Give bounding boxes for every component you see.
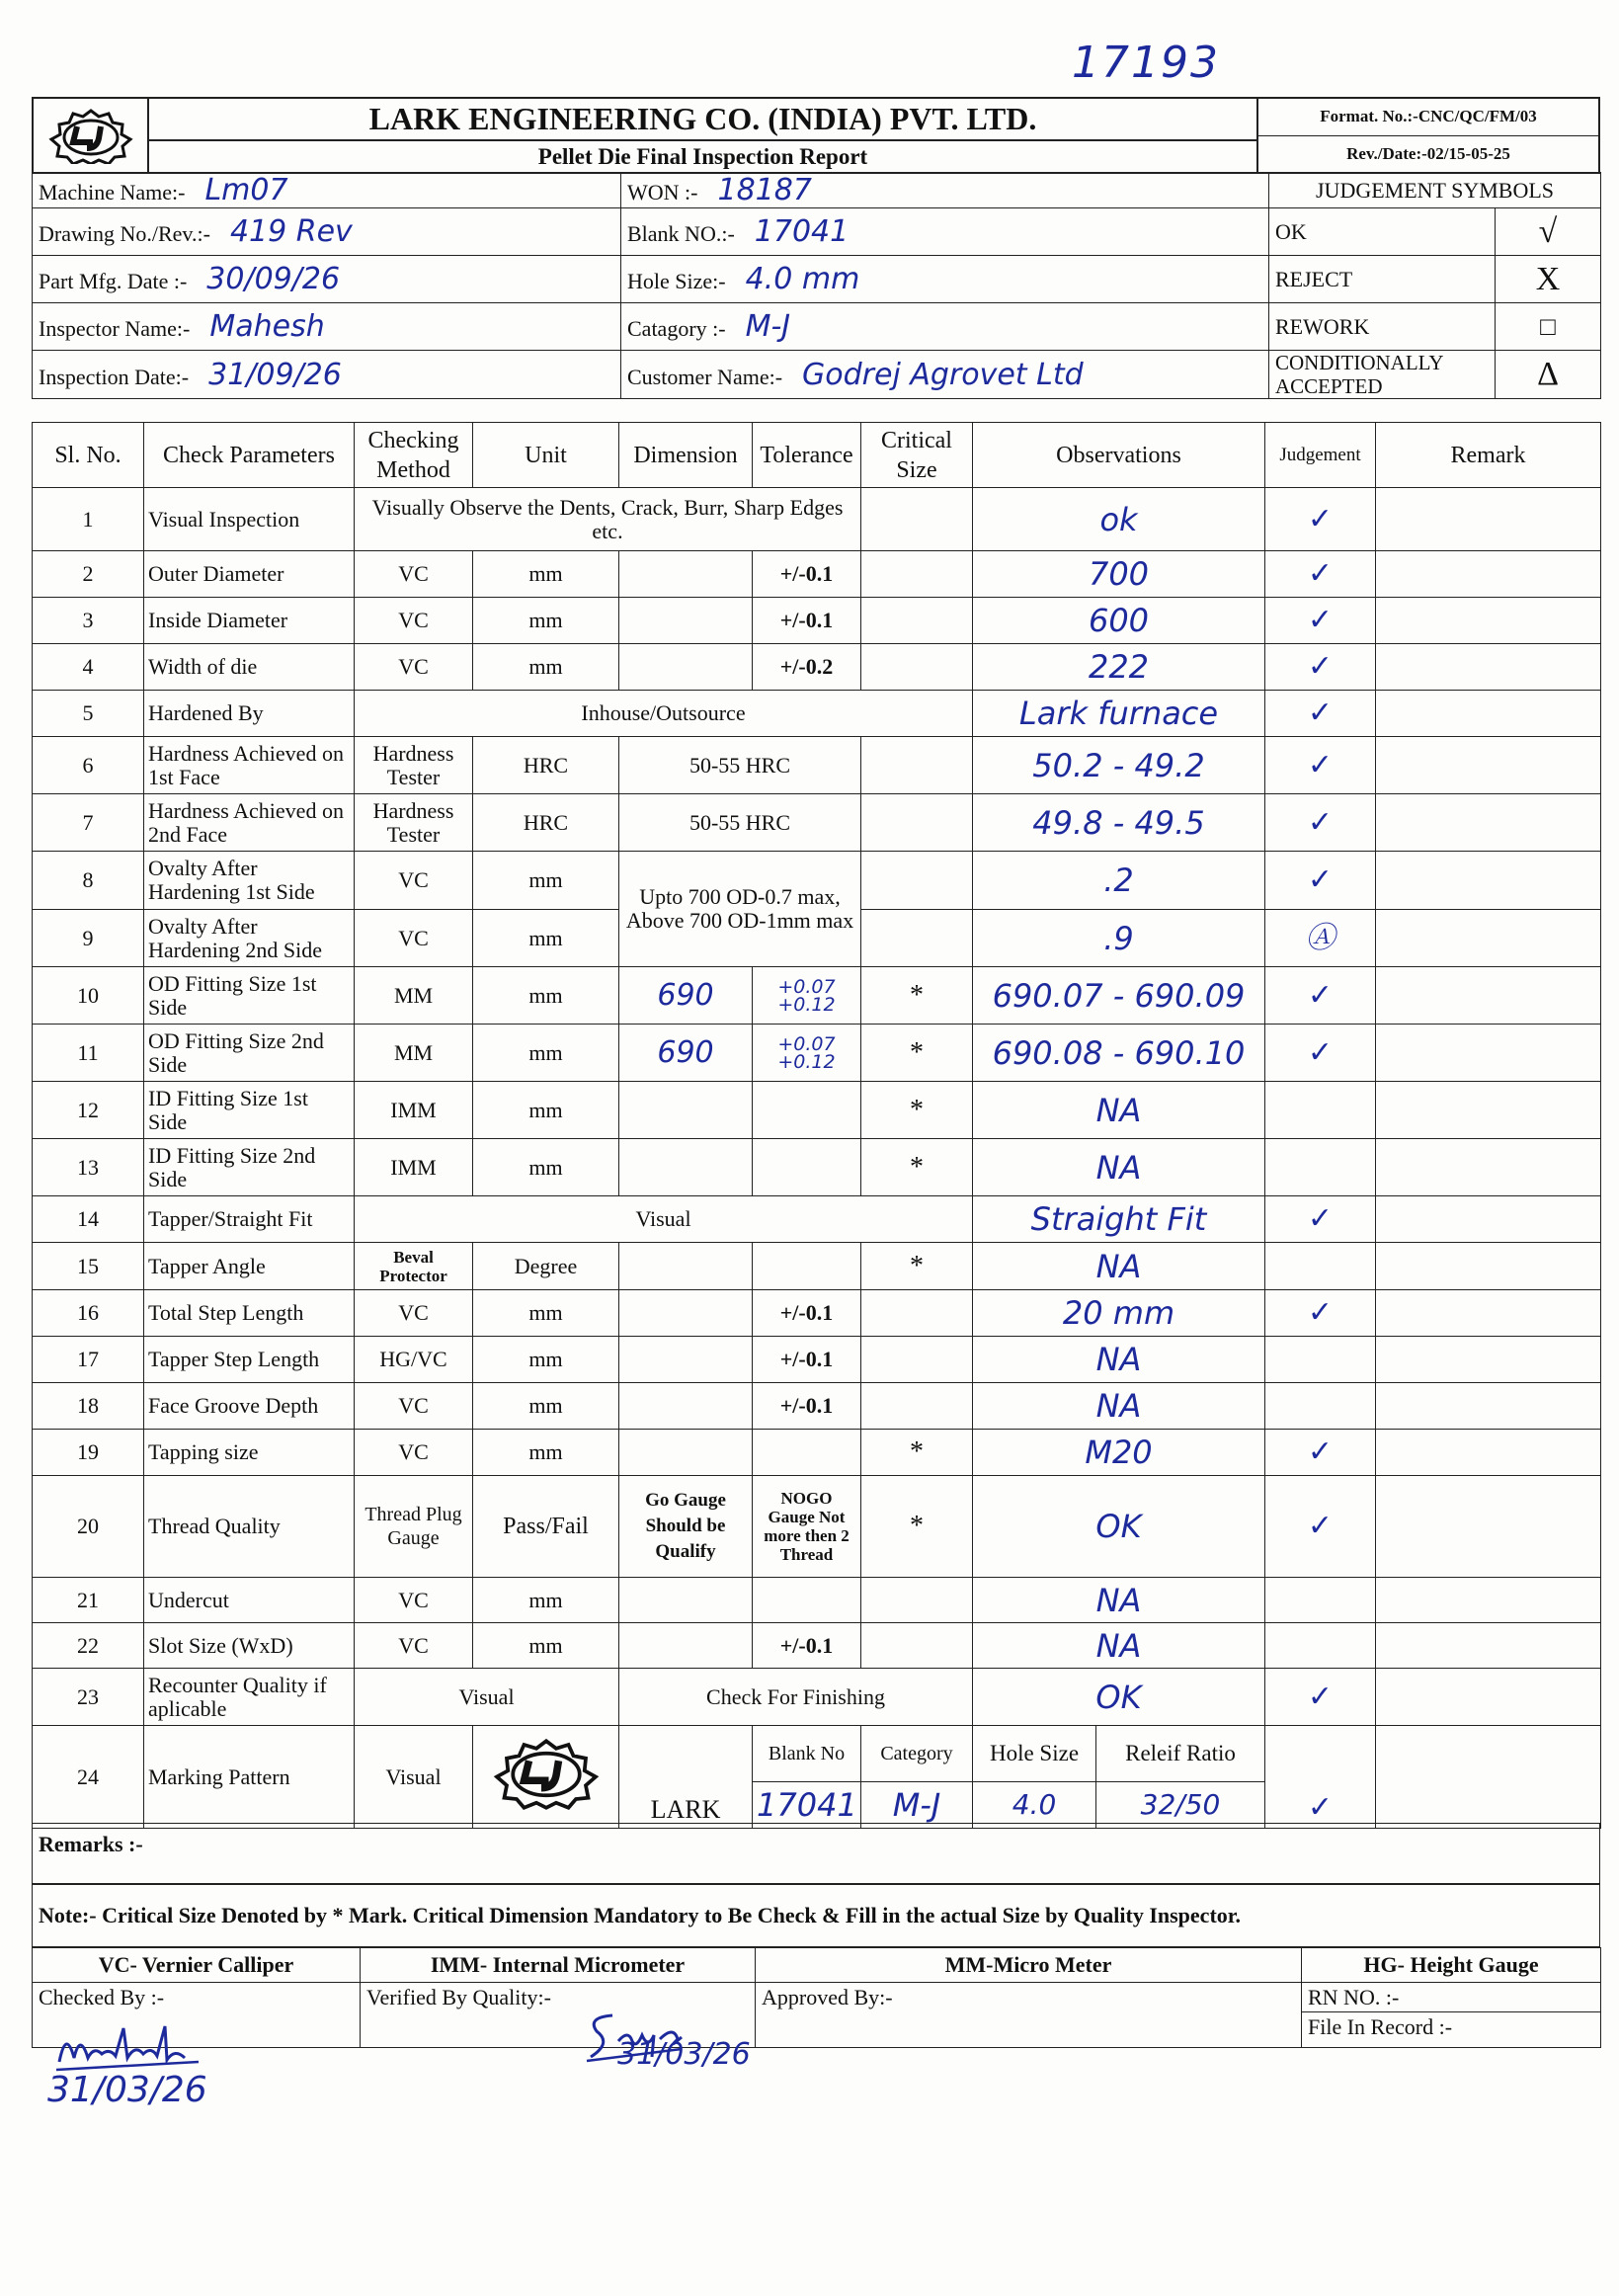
row-param: OD Fitting Size 2nd Side (144, 1025, 355, 1082)
row-sl: 19 (33, 1430, 144, 1476)
row-observation: 690.08 - 690.10 (973, 1025, 1265, 1082)
row-observation: NA (973, 1139, 1265, 1196)
row-method: VC (355, 1578, 473, 1623)
row-param: OD Fitting Size 1st Side (144, 967, 355, 1025)
report-header (32, 97, 1600, 174)
row-observation: NA (973, 1623, 1265, 1669)
row-param: Total Step Length (144, 1290, 355, 1337)
row-sl: 10 (33, 967, 144, 1025)
row-unit: mm (473, 1337, 619, 1383)
row-tolerance: NOGO Gauge Not more then 2 Thread (753, 1476, 861, 1578)
row-sl: 14 (33, 1196, 144, 1243)
legend-imm: IMM- Internal Micrometer (361, 1948, 756, 1983)
hole-size-label: Hole Size:- (627, 269, 726, 293)
row-critical: * (861, 1139, 973, 1196)
row-spec: Visual (355, 1669, 619, 1726)
company-logo (34, 99, 149, 172)
row-param: Tapping size (144, 1430, 355, 1476)
col-critical: Critical Size (861, 423, 973, 488)
row-unit: mm (473, 1290, 619, 1337)
row-unit: Degree (473, 1243, 619, 1290)
table-row (33, 737, 1601, 794)
row-sl: 17 (33, 1337, 144, 1383)
part-date-field (33, 256, 621, 303)
inspection-date-label: Inspection Date:- (39, 364, 190, 389)
reject-symbol: X (1496, 256, 1601, 303)
row-method: VC (355, 644, 473, 691)
row-observation: NA (973, 1383, 1265, 1430)
row-method: VC (355, 1383, 473, 1430)
info-block (32, 172, 1601, 399)
approved-by-label: Approved By:- (756, 1983, 1302, 2048)
table-row (33, 1476, 1601, 1578)
part-date-value: 30/09/26 (206, 262, 341, 296)
row-judgement: ✓ (1265, 1726, 1376, 1829)
row-dimension: Go Gauge Should be Qualify (619, 1476, 753, 1578)
row-tolerance: +0.07 +0.12 (753, 967, 861, 1025)
row-judgement: ✓ (1265, 691, 1376, 737)
row-sl: 13 (33, 1139, 144, 1196)
row-method: Beval Protector (355, 1243, 473, 1290)
row-sl: 3 (33, 598, 144, 644)
row-sl: 5 (33, 691, 144, 737)
row-method: Hardness Tester (355, 794, 473, 852)
row-tolerance: +/-0.1 (753, 598, 861, 644)
row-sl: 23 (33, 1669, 144, 1726)
row-sl: 18 (33, 1383, 144, 1430)
table-row (33, 1243, 1601, 1290)
conditionally-accepted-symbol: Δ (1496, 351, 1601, 399)
drawing-field (33, 208, 621, 256)
row-judgement: ✓ (1265, 1196, 1376, 1243)
table-row (33, 1337, 1601, 1383)
row-param: Hardened By (144, 691, 355, 737)
row-judgement: ✓ (1265, 967, 1376, 1025)
row-observation: .2 (973, 852, 1265, 910)
row-param: Visual Inspection (144, 488, 355, 551)
row-observation: NA (973, 1578, 1265, 1623)
table-row (33, 1383, 1601, 1430)
machine-name-label: Machine Name:- (39, 180, 186, 205)
row-judgement: ✓ (1265, 598, 1376, 644)
marking-hole-value: 4.0 (973, 1782, 1096, 1828)
col-observations: Observations (973, 423, 1265, 488)
row-judgement: ✓ (1265, 1025, 1376, 1082)
row-observation: NA (973, 1082, 1265, 1139)
row-judgement: ✓ (1265, 1430, 1376, 1476)
row-param: Tapper/Straight Fit (144, 1196, 355, 1243)
col-unit: Unit (473, 423, 619, 488)
table-row (33, 1669, 1601, 1726)
row-spec: Inhouse/Outsource (355, 691, 973, 737)
row-param: ID Fitting Size 2nd Side (144, 1139, 355, 1196)
row-sl: 11 (33, 1025, 144, 1082)
marking-hole-header: Hole Size (973, 1726, 1096, 1781)
row-critical: * (861, 1430, 973, 1476)
row-tolerance: +/-0.1 (753, 1290, 861, 1337)
marking-lark-text: LARK (619, 1726, 753, 1829)
row-tolerance: +/-0.1 (753, 1383, 861, 1430)
row-unit: mm (473, 910, 619, 967)
ok-symbol: √ (1496, 208, 1601, 256)
row-judgement: ✓ (1265, 488, 1376, 551)
row-param: Inside Diameter (144, 598, 355, 644)
row-method: IMM (355, 1139, 473, 1196)
remarks-section: Remarks :- (32, 1823, 1600, 1884)
row-judgement: Ⓐ (1265, 910, 1376, 967)
blank-label: Blank NO.:- (627, 221, 735, 246)
row-sl: 2 (33, 551, 144, 598)
row-method: VC (355, 551, 473, 598)
hole-size-field (621, 256, 1269, 303)
row-unit: mm (473, 1383, 619, 1430)
table-row (33, 1726, 1601, 1782)
row-param: Width of die (144, 644, 355, 691)
drawing-label: Drawing No./Rev.:- (39, 221, 210, 246)
row-observation: NA (973, 1243, 1265, 1290)
ovalty-spec: Upto 700 OD-0.7 max, Above 700 OD-1mm max (619, 852, 861, 967)
row-sl: 20 (33, 1476, 144, 1578)
rework-label: REWORK (1269, 303, 1496, 351)
inspector-label: Inspector Name:- (39, 316, 191, 341)
won-label: WON :- (627, 180, 698, 205)
checked-by-label: Checked By :- (33, 1983, 361, 2048)
category-label: Catagory :- (627, 316, 726, 341)
row-sl: 16 (33, 1290, 144, 1337)
table-row (33, 852, 1601, 910)
col-judgement: Judgement (1265, 423, 1376, 488)
row-method: MM (355, 1025, 473, 1082)
row-unit: Pass/Fail (473, 1476, 619, 1578)
inspection-date-value: 31/09/26 (208, 357, 342, 392)
table-row (33, 1025, 1601, 1082)
ok-label: OK (1269, 208, 1496, 256)
row-judgement: ✓ (1265, 794, 1376, 852)
row-unit: mm (473, 1025, 619, 1082)
part-date-label: Part Mfg. Date :- (39, 269, 188, 293)
critical-size-note: Note:- Critical Size Denoted by * Mark. Critical Dimension Mandatory to Be Check & Fill in the actual Size by Quality Inspector. (32, 1884, 1600, 1947)
row-method: HG/VC (355, 1337, 473, 1383)
row-spec-finishing: Check For Finishing (619, 1669, 973, 1726)
row-unit: HRC (473, 737, 619, 794)
table-row (33, 1196, 1601, 1243)
row-sl: 8 (33, 852, 144, 910)
table-row (33, 967, 1601, 1025)
legend-hg: HG- Height Gauge (1302, 1948, 1601, 1983)
row-observation: 222 (973, 644, 1265, 691)
row-observation: NA (973, 1337, 1265, 1383)
row-dimension: 690 (619, 1025, 753, 1082)
row-judgement: ✓ (1265, 852, 1376, 910)
row-observation: OK (973, 1476, 1265, 1578)
marking-relief-header: Releif Ratio (1125, 1741, 1236, 1765)
row-unit: mm (473, 598, 619, 644)
row-unit: mm (473, 1082, 619, 1139)
customer-field (621, 351, 1269, 399)
row-critical: * (861, 967, 973, 1025)
row-observation: 50.2 - 49.2 (973, 737, 1265, 794)
row-tolerance: +/-0.1 (753, 1623, 861, 1669)
table-row (33, 1290, 1601, 1337)
row-tolerance: +/-0.1 (753, 1337, 861, 1383)
report-title: Pellet Die Final Inspection Report (537, 143, 868, 169)
row-tolerance: +0.07 +0.12 (753, 1025, 861, 1082)
row-method: VC (355, 852, 473, 910)
company-name: LARK ENGINEERING CO. (INDIA) PVT. LTD. (149, 99, 1256, 141)
row-judgement: ✓ (1265, 1669, 1376, 1726)
row-critical: * (861, 1243, 973, 1290)
blank-field (621, 208, 1269, 256)
checked-by-date: 31/03/26 (47, 2070, 207, 2110)
row-sl: 21 (33, 1578, 144, 1623)
row-spec: 50-55 HRC (619, 794, 861, 852)
inspector-value: Mahesh (209, 309, 325, 344)
row-param: Ovalty After Hardening 2nd Side (144, 910, 355, 967)
row-param: Undercut (144, 1578, 355, 1623)
row-param: Hardness Achieved on 2nd Face (144, 794, 355, 852)
won-field (621, 173, 1269, 208)
row-observation: 600 (973, 598, 1265, 644)
table-row (33, 551, 1601, 598)
marking-category-header: Category (861, 1726, 973, 1782)
row-sl: 4 (33, 644, 144, 691)
row-param: Tapper Step Length (144, 1337, 355, 1383)
drawing-value: 419 Rev (229, 214, 353, 249)
row-judgement: ✓ (1265, 551, 1376, 598)
row-param: Thread Quality (144, 1476, 355, 1578)
lark-logo-icon (487, 1735, 606, 1814)
machine-name-value: Lm07 (204, 173, 288, 207)
row-method: VC (355, 1290, 473, 1337)
row-sl: 9 (33, 910, 144, 967)
row-critical: * (861, 1025, 973, 1082)
rn-number-label: RN NO. :- (1302, 1983, 1600, 2012)
format-number: Format. No.:-CNC/QC/FM/03 (1258, 99, 1598, 136)
table-row (33, 1430, 1601, 1476)
row-observation: 49.8 - 49.5 (973, 794, 1265, 852)
row-unit: mm (473, 967, 619, 1025)
legend-vc: VC- Vernier Calliper (33, 1948, 361, 1983)
row-sl: 6 (33, 737, 144, 794)
row-observation: M20 (973, 1430, 1265, 1476)
row-critical: * (861, 1476, 973, 1578)
inspection-table (32, 422, 1601, 1829)
row-observation: ok (973, 488, 1265, 551)
row-observation: 690.07 - 690.09 (973, 967, 1265, 1025)
row-param: Outer Diameter (144, 551, 355, 598)
row-sl: 24 (33, 1726, 144, 1829)
row-critical: * (861, 1082, 973, 1139)
row-method: VC (355, 598, 473, 644)
row-unit: mm (473, 1578, 619, 1623)
row-param: ID Fitting Size 1st Side (144, 1082, 355, 1139)
row-sl: 12 (33, 1082, 144, 1139)
row-observation: Straight Fit (973, 1196, 1265, 1243)
hole-size-value: 4.0 mm (745, 262, 860, 296)
row-dimension: 690 (619, 967, 753, 1025)
verified-by-date: 31/03/26 (617, 2037, 751, 2072)
category-field (621, 303, 1269, 351)
table-row (33, 644, 1601, 691)
row-method: VC (355, 1430, 473, 1476)
row-unit: mm (473, 551, 619, 598)
row-method: Visual (355, 1726, 473, 1829)
table-row (33, 598, 1601, 644)
row-sl: 7 (33, 794, 144, 852)
row-param: Tapper Angle (144, 1243, 355, 1290)
document-number: 17193 (1072, 38, 1220, 88)
marking-blank-header: Blank No (753, 1726, 861, 1782)
row-unit: mm (473, 644, 619, 691)
signature-icon (54, 2018, 202, 2074)
row-method: VC (355, 910, 473, 967)
table-row (33, 1578, 1601, 1623)
row-unit: mm (473, 1430, 619, 1476)
table-row (33, 691, 1601, 737)
row-judgement: ✓ (1265, 1290, 1376, 1337)
row-param: Recounter Quality if aplicable (144, 1669, 355, 1726)
row-sl: 15 (33, 1243, 144, 1290)
row-unit: mm (473, 1623, 619, 1669)
row-observation: OK (973, 1669, 1265, 1726)
row-method: Hardness Tester (355, 737, 473, 794)
row-sl: 22 (33, 1623, 144, 1669)
row-unit: HRC (473, 794, 619, 852)
row-method: MM (355, 967, 473, 1025)
row-param: Face Groove Depth (144, 1383, 355, 1430)
blank-value: 17041 (754, 214, 850, 249)
table-row (33, 1623, 1601, 1669)
row-judgement: ✓ (1265, 644, 1376, 691)
revision-date: Rev./Date:-02/15-05-25 (1346, 143, 1510, 163)
rework-symbol: □ (1496, 303, 1601, 351)
col-sl: Sl. No. (33, 423, 144, 488)
inspection-date-field (33, 351, 621, 399)
verified-by-label: Verified By Quality:- (361, 1983, 756, 2048)
col-param: Check Parameters (144, 423, 355, 488)
row-unit: mm (473, 1139, 619, 1196)
conditionally-accepted-label: CONDITIONALLY ACCEPTED (1269, 351, 1496, 399)
row-judgement: ✓ (1265, 737, 1376, 794)
row-method: Thread Plug Gauge (355, 1476, 473, 1578)
col-method: Checking Method (355, 423, 473, 488)
customer-label: Customer Name:- (627, 364, 783, 389)
col-tolerance: Tolerance (753, 423, 861, 488)
row-spec: 50-55 HRC (619, 737, 861, 794)
file-in-record-label: File In Record :- (1308, 2014, 1453, 2039)
table-row (33, 1139, 1601, 1196)
row-tolerance: +/-0.1 (753, 551, 861, 598)
marking-blank-value: 17041 (753, 1782, 861, 1829)
machine-name-field (33, 173, 621, 208)
table-row (33, 794, 1601, 852)
row-param: Slot Size (WxD) (144, 1623, 355, 1669)
row-param: Marking Pattern (144, 1726, 355, 1829)
row-sl: 1 (33, 488, 144, 551)
row-observation: .9 (973, 910, 1265, 967)
row-observation: Lark furnace (973, 691, 1265, 737)
row-spec: Visual (355, 1196, 973, 1243)
reject-label: REJECT (1269, 256, 1496, 303)
judgement-symbols-title: JUDGEMENT SYMBOLS (1269, 173, 1601, 208)
row-observation: 20 mm (973, 1290, 1265, 1337)
marking-category-value: M-J (861, 1782, 973, 1829)
footer-table (32, 1947, 1601, 2048)
table-row (33, 488, 1601, 551)
row-spec: Visually Observe the Dents, Crack, Burr, Sharp Edges etc. (355, 488, 861, 551)
col-remark: Remark (1376, 423, 1601, 488)
row-tolerance: +/-0.2 (753, 644, 861, 691)
row-method: IMM (355, 1082, 473, 1139)
inspector-field (33, 303, 621, 351)
row-param: Hardness Achieved on 1st Face (144, 737, 355, 794)
row-method: VC (355, 1623, 473, 1669)
marking-relief-value: 32/50 (1140, 1788, 1221, 1821)
row-param: Ovalty After Hardening 1st Side (144, 852, 355, 910)
category-value: M-J (745, 309, 791, 344)
table-row (33, 1082, 1601, 1139)
row-observation: 700 (973, 551, 1265, 598)
row-unit: mm (473, 852, 619, 910)
row-judgement: ✓ (1265, 1476, 1376, 1578)
won-value: 18187 (717, 173, 812, 207)
col-dimension: Dimension (619, 423, 753, 488)
legend-mm: MM-Micro Meter (756, 1948, 1302, 1983)
marking-logo (473, 1726, 619, 1829)
customer-value: Godrej Agrovet Ltd (802, 357, 1084, 392)
